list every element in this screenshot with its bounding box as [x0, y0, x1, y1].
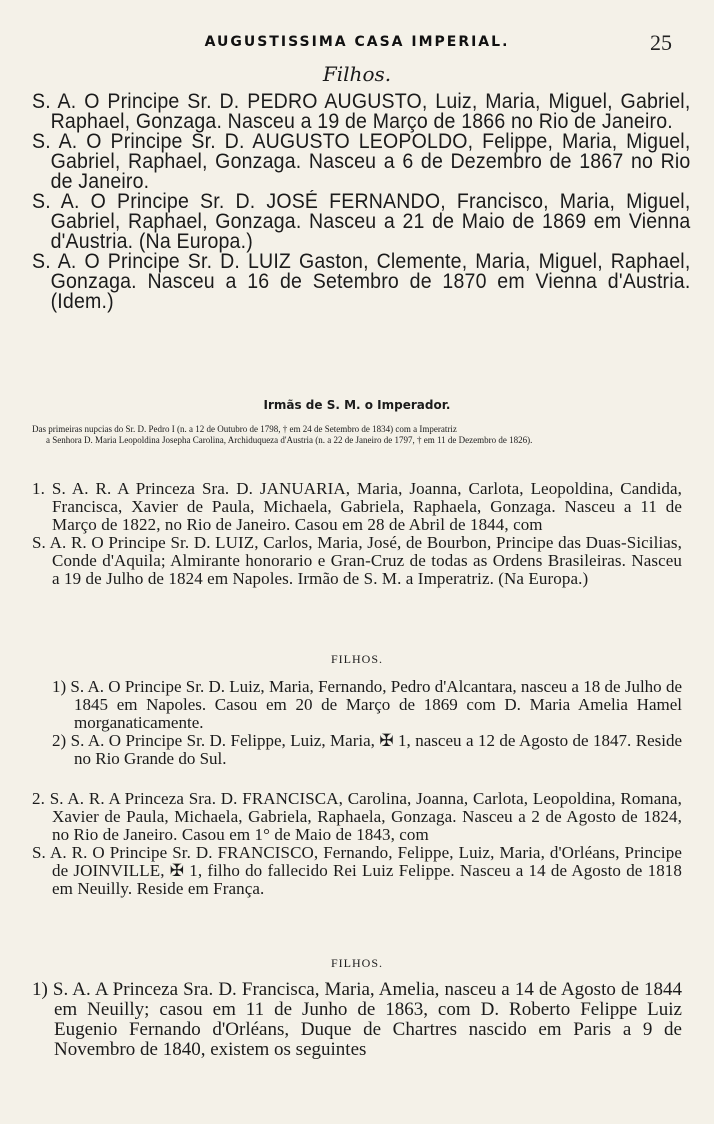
januaria-entry: 1. S. A. R. A Princeza Sra. D. JANUARIA, Maria, Joanna, Carlota, Leopoldina, Candida, Francisca, Xavier de Paula, Michaela, Gabriela, Raphaela, Gonzaga. Nasceu a 11 de Março de 1822, no Rio de Janeiro. Casou em 28 de Abril de 1844, com	[32, 479, 682, 534]
children-list	[32, 90, 691, 313]
page-header	[0, 30, 714, 60]
francisca-block	[32, 790, 682, 898]
child-felippe: 2) S. A. O Principe Sr. D. Felippe, Luiz, Maria, ✠ 1, nasceu a 12 de Agosto de 1847. Reside no Rio Grande do Sul.	[52, 731, 682, 768]
joinville-entry: S. A. R. O Principe Sr. D. FRANCISCO, Fernando, Felippe, Luiz, Maria, d'Orléans, Principe de JOINVILLE, ✠ 1, filho do fallecido Rei Luiz Felippe. Nasceu a 14 de Agosto de 1818 em Neuilly. Reside em França.	[32, 843, 682, 898]
footnote-line-2: a Senhora D. Maria Leopoldina Josepha Carolina, Archiduqueza d'Austria (n. a 22 de Janeiro de 1797, † em 11 de Dezembro de 1826).	[46, 435, 533, 445]
januaria-children	[32, 678, 682, 768]
child-entry-jose-fernando: S. A. O Principe Sr. D. JOSÉ FERNANDO, Francisco, Maria, Miguel, Gabriel, Raphael, Gonzaga. Nasceu a 21 de Maio de 1869 em Vienna d'Austria. (Na Europa.)	[32, 190, 691, 253]
irmas-section-title: Irmãs de S. M. o Imperador.	[263, 398, 451, 412]
child-luiz-maria: 1) S. A. O Principe Sr. D. Luiz, Maria, Fernando, Pedro d'Alcantara, nasceu a 18 de Julho de 1845 em Napoles. Casou em 20 de Março de 1869 com D. Maria Amelia Hamel morganaticamente.	[52, 677, 682, 732]
page-number: 25	[650, 30, 672, 55]
francisca-entry: 2. S. A. R. A Princeza Sra. D. FRANCISCA, Carolina, Joanna, Carlota, Leopoldina, Romana, Xavier de Paula, Michaela, Gabriela, Raphaela, Gonzaga. Nasceu a 2 de Agosto de 1824, no Rio de Janeiro. Casou em 1° de Maio de 1843, com	[32, 789, 682, 844]
filhos-heading: Filhos.	[322, 62, 392, 86]
running-head: AUGUSTISSIMA CASA IMPERIAL.	[204, 34, 510, 50]
irmas-footnote	[32, 424, 682, 446]
child-entry-pedro-augusto: S. A. O Principe Sr. D. PEDRO AUGUSTO, Luiz, Maria, Miguel, Gabriel, Raphael, Gonzaga. Nasceu a 19 de Março de 1866 no Rio de Janeiro.	[32, 90, 691, 133]
footnote-line-1: Das primeiras nupcias do Sr. D. Pedro I (n. a 12 de Outubro de 1798, † em 24 de Setembro de 1834) com a Imperatriz	[32, 424, 457, 434]
januaria-block	[32, 480, 682, 588]
luiz-bourbon-entry: S. A. R. O Principe Sr. D. LUIZ, Carlos, Maria, José, de Bourbon, Principe das Duas-Sicilias, Conde d'Aquila; Almirante honorario e Gran-Cruz de todas as Ordens Brasileiras. Nasceu a 19 de Julho de 1824 em Napoles. Irmão de S. M. a Imperatriz. (Na Europa.)	[32, 533, 682, 588]
francisca-children	[32, 980, 682, 1060]
child-entry-luiz-gaston: S. A. O Principe Sr. D. LUIZ Gaston, Clemente, Maria, Miguel, Raphael, Gonzaga. Nasceu a 16 de Setembro de 1870 em Vienna d'Austria. (Idem.)	[32, 250, 691, 313]
filhos-label-francisca: FILHOS.	[330, 956, 383, 970]
child-francisca-maria-amelia: 1) S. A. A Princeza Sra. D. Francisca, Maria, Amelia, nasceu a 14 de Agosto de 1844 em Neuilly; casou em 11 de Junho de 1863, com D. Roberto Felippe Luiz Eugenio Fernando d'Orléans, Duque de Chartres nascido em Paris a 9 de Novembro de 1840, existem os seguintes	[32, 979, 682, 1060]
filhos-label-januaria: FILHOS.	[330, 652, 383, 666]
child-entry-augusto-leopoldo: S. A. O Principe Sr. D. AUGUSTO LEOPOLDO, Felippe, Maria, Miguel, Gabriel, Raphael, Gonzaga. Nasceu a 6 de Dezembro de 1867 no Rio de Janeiro.	[32, 130, 691, 193]
